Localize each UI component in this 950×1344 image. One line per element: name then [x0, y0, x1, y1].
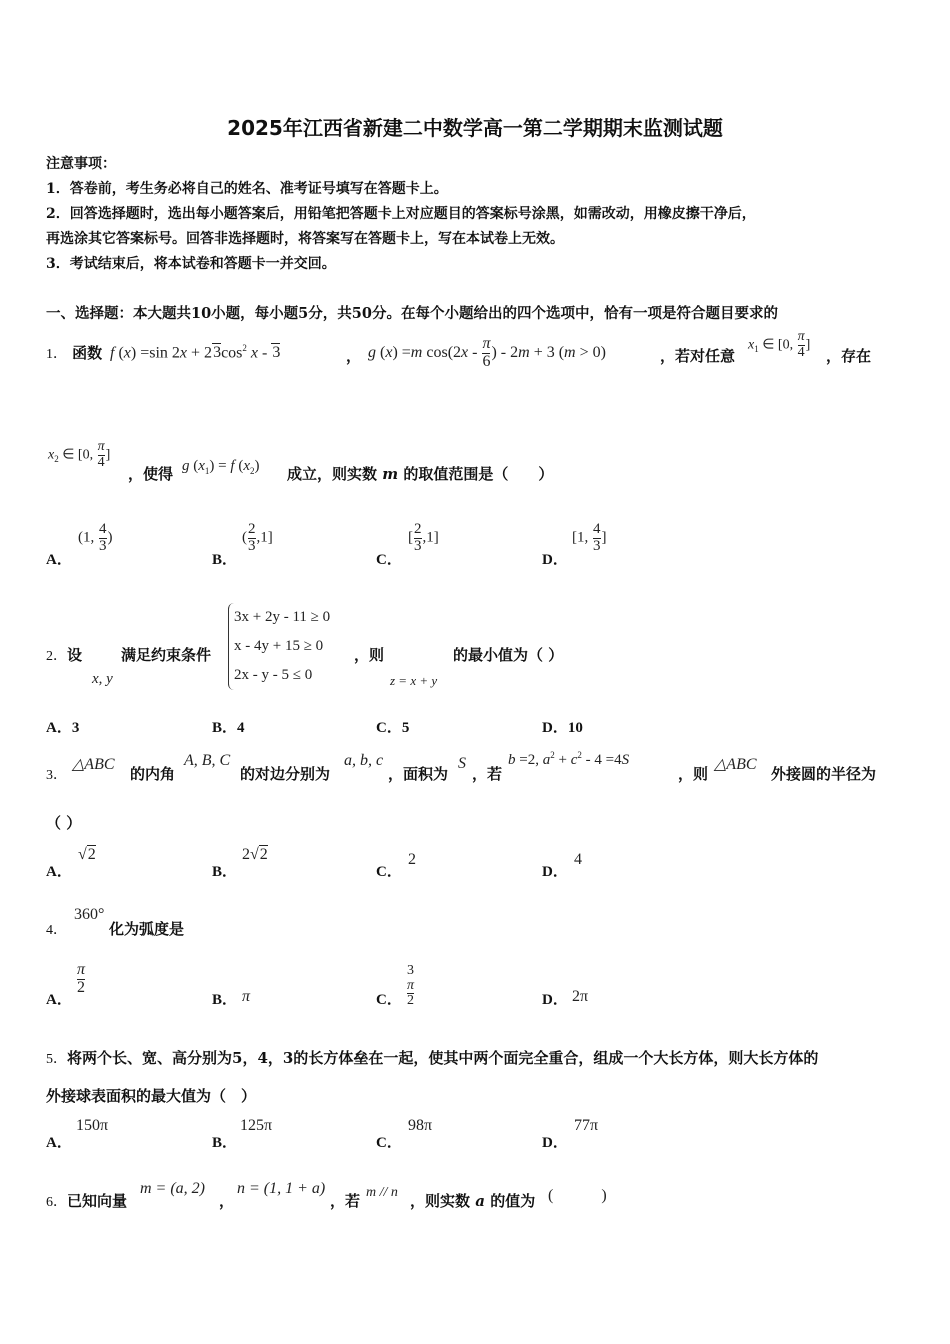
notes-heading: 注意事项： [46, 156, 116, 172]
q3-option-b[interactable]: B． [212, 864, 238, 880]
section-heading: 一、选择题：本大题共10小题，每小题5分，共50分。在每个小题给出的四个选项中，恰有一项是符合题目要求的 [46, 305, 778, 322]
constraint-system: 3x + 2y - 11 ≥ 0 x - 4y + 15 ≥ 0 2x - y - 5 ≤ 0 [228, 603, 330, 690]
q1-option-c[interactable]: C． [376, 552, 402, 568]
function-f: f (x) =sin $2x + 23\cos^2$ x - 3 [110, 343, 281, 362]
note-item: 2．回答选择题时，选出每小题答案后，用铅笔把答题卡上对应题目的答案标号涂黑，如需改动，用橡皮擦干净后， [46, 206, 756, 222]
exam-page: 2025年江西省新建二中数学高一第二学期期末监测试题 注意事项： 1．答卷前，考生务必将自己的姓名、准考证号填写在答题卡上。 2．回答选择题时，选出每小题答案后，用铅笔把答题卡上对应题目的答案标号涂黑，如需改动，用橡皮擦干净后， 再选涂其它答案标号。回答非选择题时，将答案写在答题卡上，写在本试卷上无效。 3．考试结束后，将本试卷和答题卡一并交回。 一、选择题：本大题共10小题，每小题5分，共50分。在每个小题给出的四个选项中，恰有一项是符合题目要求的 1． 函数 f (x) =sin $2x + 23\cos^2$ x - 3 ， g (x) =m cos(2x - π 6) - 2m + 3 (m > 0) ，若对任意 $x_1$ ∈ [0, π 4] ，存在 $x_2$ ∈ [0, π 4] ，使得 g $(x_1) = f$ $(x_2)$ 成立，则实数 m 的取值范围是（ ） A． (1, 4 3) B． (2 3,1] C． [2 3,1] D． [1, 4 3] 2．设 x, y 满足约束条件 3x + 2y - 11 ≥ 0 x - 4y + 15 ≥ 0 2x - y - 5 ≤ 0 ，则 z = x + y 的最小值为（ ） A．3 B．4 C．5 D．10 3． △ABC 的内角 A, B, C 的对边分别为 a, b, c ，面积为 S ，若 b =2, $a^2 + c^2 - 4 =4S$ ，则 △ABC 外接圆的半径为 （ ） A． √2 B． 2√2 C． 2 D． 4 4． 360° 化为弧度是 A． π 2 B． π C． 3 π 2 D． 2π 5．将两个长、宽、高分别为5，4，3的长方体垒在一起，使其中两个面完全重合，组成一个大长方体，则大长方体的 外接球表面积的最大值为（ ） A． 150π B． 125π C． 98π D． 77π 6．已知向量 m = (a, 2) ， n = (1, 1 + a) ，若 m // n ，则实数 a 的值为 ( ) [0, 0, 950, 1344]
vector-n: n = (1, 1 + a) [237, 1180, 326, 1197]
q1-option-d[interactable]: D． [542, 552, 568, 568]
area-condition: b =2, $a^2 + c^2 - 4 =4S$ [508, 750, 630, 768]
condition-g-f: g $(x_1) = f$ $(x_2)$ [182, 458, 260, 476]
q3-option-d[interactable]: D． [542, 864, 568, 880]
question-2: 2．设 [46, 646, 83, 664]
question-5: 5．将两个长、宽、高分别为5，4，3的长方体垒在一起，使其中两个面完全重合，组成一个大长方体，则大长方体的 [46, 1049, 819, 1067]
parallel-condition: m // n [366, 1185, 398, 1200]
vector-m: m = (a, 2) [140, 1180, 206, 1197]
q4-option-c[interactable]: C． [376, 992, 402, 1008]
note-item: 3．考试结束后，将本试卷和答题卡一并交回。 [46, 256, 336, 272]
q3-option-a[interactable]: A． [46, 864, 72, 880]
q1-option-b[interactable]: B． [212, 552, 238, 568]
question-number: 1． [46, 347, 67, 362]
q5-option-b[interactable]: B． [212, 1135, 238, 1151]
q3-option-c[interactable]: C． [376, 864, 402, 880]
page-title: 2025年江西省新建二中数学高一第二学期期末监测试题 [227, 116, 723, 140]
q5-option-c[interactable]: C． [376, 1135, 402, 1151]
q4-option-b[interactable]: B． [212, 992, 238, 1008]
triangle-abc: △ABC [72, 756, 115, 773]
note-item: 再选涂其它答案标号。回答非选择题时，将答案写在答题卡上，写在本试卷上无效。 [46, 231, 564, 247]
q4-option-a[interactable]: A． [46, 992, 72, 1008]
q4-option-d[interactable]: D． [542, 992, 568, 1008]
q2-option-b[interactable]: B．4 [212, 720, 245, 736]
function-g: g (x) =m cos(2x - π 6) - 2m + 3 (m > 0) [368, 335, 606, 370]
q5-option-d[interactable]: D． [542, 1135, 568, 1151]
q2-option-a[interactable]: A．3 [46, 720, 80, 736]
x1-range: $x_1$ ∈ [0, π 4] [748, 329, 811, 360]
degree-value: 360° [74, 906, 105, 923]
q2-option-c[interactable]: C．5 [376, 720, 410, 736]
note-item: 1．答卷前，考生务必将自己的姓名、准考证号填写在答题卡上。 [46, 181, 448, 197]
objective-z: z = x + y [390, 673, 438, 688]
q2-option-d[interactable]: D．10 [542, 720, 583, 736]
question-1: 1． 函数 [46, 344, 103, 362]
x2-range: $x_2$ ∈ [0, π 4] [48, 439, 111, 470]
q1-option-a[interactable]: A． [46, 552, 72, 568]
vars-xy: x, y [92, 671, 113, 687]
q5-option-a[interactable]: A． [46, 1135, 72, 1151]
question-6: 6．已知向量 [46, 1192, 128, 1210]
